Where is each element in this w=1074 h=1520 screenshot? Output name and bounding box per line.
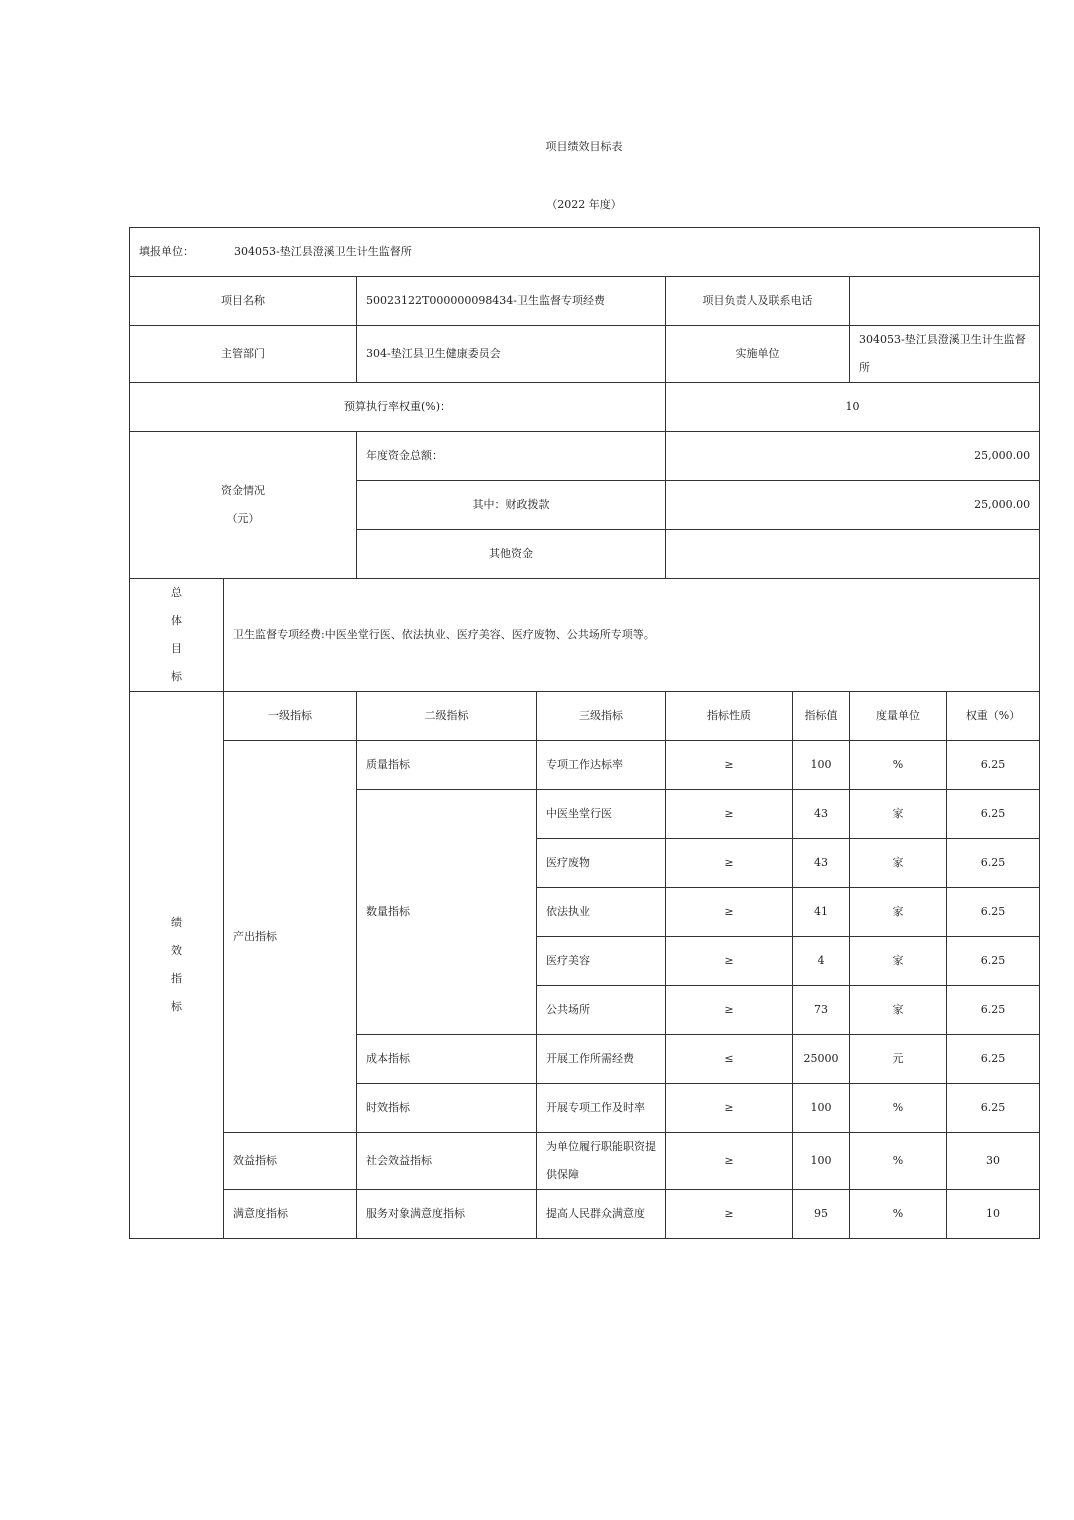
nature-cell: ≥ (666, 1190, 793, 1239)
header-unit: 度量单位 (850, 692, 947, 741)
level2-time: 时效指标 (357, 1084, 537, 1133)
project-name-label: 项目名称 (130, 277, 357, 326)
unit-cell: % (850, 741, 947, 790)
fill-unit-cell (130, 228, 1040, 277)
value-cell: 73 (793, 986, 850, 1035)
unit-cell: % (850, 1190, 947, 1239)
project-name-value: 50023122T000000098434-卫生监督专项经费 (357, 277, 666, 326)
value-cell: 95 (793, 1190, 850, 1239)
unit-cell: % (850, 1133, 947, 1190)
value-cell: 100 (793, 1084, 850, 1133)
nature-cell: ≥ (666, 937, 793, 986)
level2-quality: 质量指标 (357, 741, 537, 790)
indicators-label-char: 标 (171, 1000, 182, 1013)
unit-cell: 元 (850, 1035, 947, 1084)
project-name-row (130, 277, 1040, 326)
nature-cell: ≥ (666, 888, 793, 937)
value-cell: 100 (793, 741, 850, 790)
weight-cell: 6.25 (947, 1084, 1040, 1133)
unit-cell: 家 (850, 986, 947, 1035)
level3-cell: 公共场所 (537, 986, 666, 1035)
level3-cell: 专项工作达标率 (537, 741, 666, 790)
funds-total-value: 25,000.00 (666, 432, 1040, 481)
funds-label (130, 432, 357, 579)
header-level1: 一级指标 (224, 692, 357, 741)
unit-cell: 家 (850, 839, 947, 888)
indicators-label-char: 效 (171, 944, 182, 957)
weight-cell: 6.25 (947, 986, 1040, 1035)
level1-satisfaction: 满意度指标 (224, 1190, 357, 1239)
level2-quantity: 数量指标 (357, 790, 537, 1035)
level3-cell: 为单位履行职能职资提供保障 (537, 1133, 666, 1190)
document-year: （2022 年度） (546, 198, 622, 211)
funds-total-label: 年度资金总额： (357, 432, 666, 481)
dept-value: 304-垫江县卫生健康委员会 (357, 326, 666, 383)
funds-other-label: 其他资金 (357, 530, 666, 579)
nature-cell: ≥ (666, 741, 793, 790)
level3-cell: 开展工作所需经费 (537, 1035, 666, 1084)
unit-cell: % (850, 1084, 947, 1133)
goal-label-char: 体 (171, 614, 182, 627)
impl-unit-label: 实施单位 (666, 326, 850, 383)
document-title: 项目绩效目标表 (545, 140, 623, 153)
performance-target-table (129, 227, 1040, 1239)
funds-fiscal-value: 25,000.00 (666, 481, 1040, 530)
funds-other-value (666, 530, 1040, 579)
level3-cell: 提高人民群众满意度 (537, 1190, 666, 1239)
indicators-label-char: 指 (171, 972, 182, 985)
nature-cell: ≥ (666, 1133, 793, 1190)
nature-cell: ≥ (666, 986, 793, 1035)
level3-cell: 开展专项工作及时率 (537, 1084, 666, 1133)
header-weight: 权重（%） (947, 692, 1040, 741)
indicator-header-row (130, 692, 1040, 741)
unit-cell: 家 (850, 937, 947, 986)
unit-cell: 家 (850, 790, 947, 839)
value-cell: 43 (793, 790, 850, 839)
header-level2: 二级指标 (357, 692, 537, 741)
indicators-label-char: 绩 (171, 916, 182, 929)
level2-social: 社会效益指标 (357, 1133, 537, 1190)
overall-goal-label (130, 579, 224, 692)
weight-cell: 6.25 (947, 937, 1040, 986)
dept-label: 主管部门 (130, 326, 357, 383)
level3-cell: 医疗美容 (537, 937, 666, 986)
level3-cell: 中医坐堂行医 (537, 790, 666, 839)
fill-unit-value: 304053-垫江县澄溪卫生计生监督所 (234, 245, 412, 258)
value-cell: 4 (793, 937, 850, 986)
funds-total-row (130, 432, 1040, 481)
weight-cell: 6.25 (947, 839, 1040, 888)
project-owner-value (850, 277, 1040, 326)
funds-fiscal-label: 其中：财政拨款 (357, 481, 666, 530)
indicator-row (130, 1133, 1040, 1190)
nature-cell: ≥ (666, 790, 793, 839)
budget-rate-value: 10 (666, 383, 1040, 432)
fill-unit-label: 填报单位： (139, 245, 194, 258)
level2-cost: 成本指标 (357, 1035, 537, 1084)
funds-label-line2: （元） (226, 512, 260, 525)
header-value: 指标值 (793, 692, 850, 741)
weight-cell: 30 (947, 1133, 1040, 1190)
indicator-row (130, 741, 1040, 790)
impl-unit-value: 304053-垫江县澄溪卫生计生监督所 (850, 326, 1040, 383)
indicator-row (130, 1190, 1040, 1239)
value-cell: 25000 (793, 1035, 850, 1084)
funds-label-line1: 资金情况 (221, 484, 265, 497)
department-row (130, 326, 1040, 383)
value-cell: 43 (793, 839, 850, 888)
nature-cell: ≥ (666, 1084, 793, 1133)
budget-rate-row (130, 383, 1040, 432)
fill-unit-row (130, 228, 1040, 277)
goal-label-char: 标 (171, 670, 182, 683)
overall-goal-row (130, 579, 1040, 692)
nature-cell: ≥ (666, 839, 793, 888)
header-level3: 三级指标 (537, 692, 666, 741)
weight-cell: 10 (947, 1190, 1040, 1239)
weight-cell: 6.25 (947, 888, 1040, 937)
weight-cell: 6.25 (947, 1035, 1040, 1084)
indicators-label (130, 692, 224, 1239)
header-nature: 指标性质 (666, 692, 793, 741)
budget-rate-label: 预算执行率权重(%)： (130, 383, 666, 432)
level2-service: 服务对象满意度指标 (357, 1190, 537, 1239)
goal-label-char: 总 (171, 586, 182, 599)
value-cell: 41 (793, 888, 850, 937)
goal-label-char: 目 (171, 642, 182, 655)
value-cell: 100 (793, 1133, 850, 1190)
level1-output: 产出指标 (224, 741, 357, 1133)
nature-cell: ≤ (666, 1035, 793, 1084)
level3-cell: 依法执业 (537, 888, 666, 937)
overall-goal-text: 卫生监督专项经费:中医坐堂行医、依法执业、医疗美容、医疗废物、公共场所专项等。 (224, 579, 1040, 692)
project-owner-label: 项目负责人及联系电话 (666, 277, 850, 326)
unit-cell: 家 (850, 888, 947, 937)
level3-cell: 医疗废物 (537, 839, 666, 888)
weight-cell: 6.25 (947, 790, 1040, 839)
level1-benefit: 效益指标 (224, 1133, 357, 1190)
weight-cell: 6.25 (947, 741, 1040, 790)
